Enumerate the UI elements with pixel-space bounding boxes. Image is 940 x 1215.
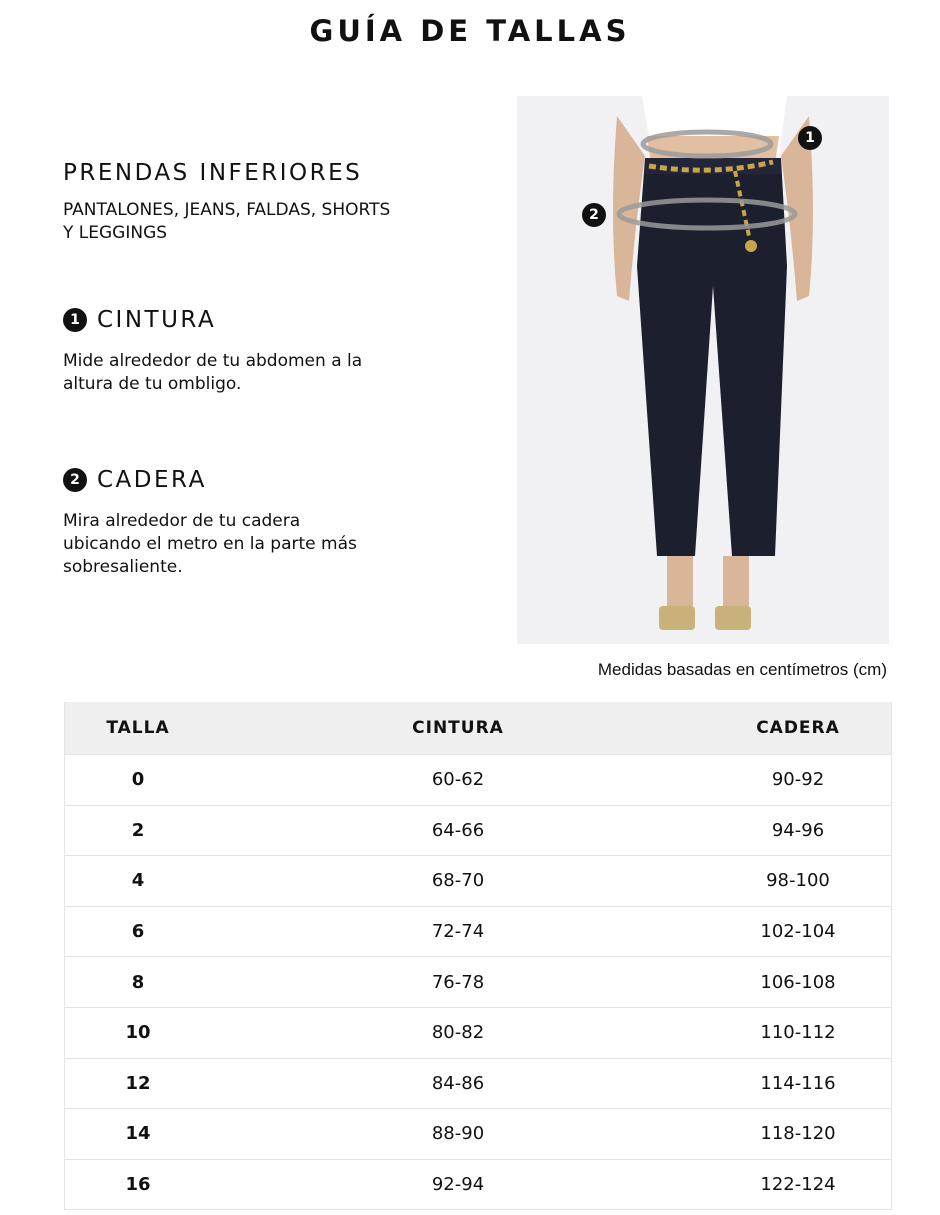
section-subtitle: PANTALONES, JEANS, FALDAS, SHORTS Y LEGGINGS: [63, 200, 391, 243]
size-cell: 8: [131, 971, 145, 993]
table-row: [65, 754, 891, 805]
header-hip: CADERA: [756, 718, 840, 738]
header-waist: CINTURA: [412, 718, 504, 738]
table-row: [65, 956, 891, 1007]
hip-cell: 122-124: [760, 1174, 836, 1196]
hip-cell: 106-108: [760, 971, 836, 993]
table-row: [65, 906, 891, 957]
waist-cell: 68-70: [431, 870, 485, 892]
number-2-icon: 2: [63, 468, 87, 492]
model-illustration: [517, 96, 889, 644]
size-cell: 16: [125, 1174, 151, 1196]
waist-heading: [63, 307, 216, 333]
hip-cell: 90-92: [771, 769, 825, 791]
waist-cell: 80-82: [431, 1022, 485, 1044]
header-size: TALLA: [106, 718, 170, 738]
page-title: GUÍA DE TALLAS: [309, 14, 631, 48]
table-row: [65, 805, 891, 856]
size-cell: 4: [131, 870, 145, 892]
table-header: [65, 702, 891, 754]
hip-cell: 110-112: [760, 1022, 836, 1044]
table-row: [65, 1108, 891, 1159]
table-row: [65, 1058, 891, 1109]
size-cell: 0: [131, 769, 145, 791]
waist-description: Mide alrededor de tu abdomen a la altura de tu ombligo.: [63, 351, 363, 394]
waist-cell: 92-94: [431, 1174, 485, 1196]
size-table: [64, 702, 892, 1210]
hip-cell: 114-116: [760, 1072, 836, 1094]
table-row: [65, 1007, 891, 1058]
waist-cell: 60-62: [431, 769, 485, 791]
size-cell: 12: [125, 1072, 151, 1094]
hip-cell: 94-96: [771, 819, 825, 841]
size-cell: 10: [125, 1022, 151, 1044]
size-cell: 14: [125, 1123, 151, 1145]
hip-cell: 118-120: [760, 1123, 836, 1145]
waist-cell: 84-86: [431, 1072, 485, 1094]
waist-cell: 64-66: [431, 819, 485, 841]
units-note: Medidas basadas en centímetros (cm): [597, 660, 887, 679]
table-body: [65, 754, 891, 1209]
waist-cell: 88-90: [431, 1123, 485, 1145]
marker-2-icon: 2: [582, 203, 606, 227]
size-cell: 6: [131, 921, 145, 943]
size-cell: 2: [131, 819, 145, 841]
waist-cell: 76-78: [431, 971, 485, 993]
marker-1-icon: 1: [798, 126, 822, 150]
number-1-icon: 1: [63, 308, 87, 332]
hip-cell: 102-104: [760, 921, 836, 943]
table-row: [65, 1159, 891, 1210]
model-photo: [517, 96, 889, 644]
hip-cell: 98-100: [766, 870, 830, 892]
hip-label: CADERA: [97, 467, 207, 493]
hip-description: Mira alrededor de tu cadera ubicando el metro en la parte más sobresaliente.: [63, 511, 357, 577]
section-title: PRENDAS INFERIORES: [63, 160, 363, 186]
table-row: [65, 855, 891, 906]
waist-label: CINTURA: [97, 307, 217, 333]
hip-heading: [63, 467, 207, 493]
waist-cell: 72-74: [431, 921, 485, 943]
